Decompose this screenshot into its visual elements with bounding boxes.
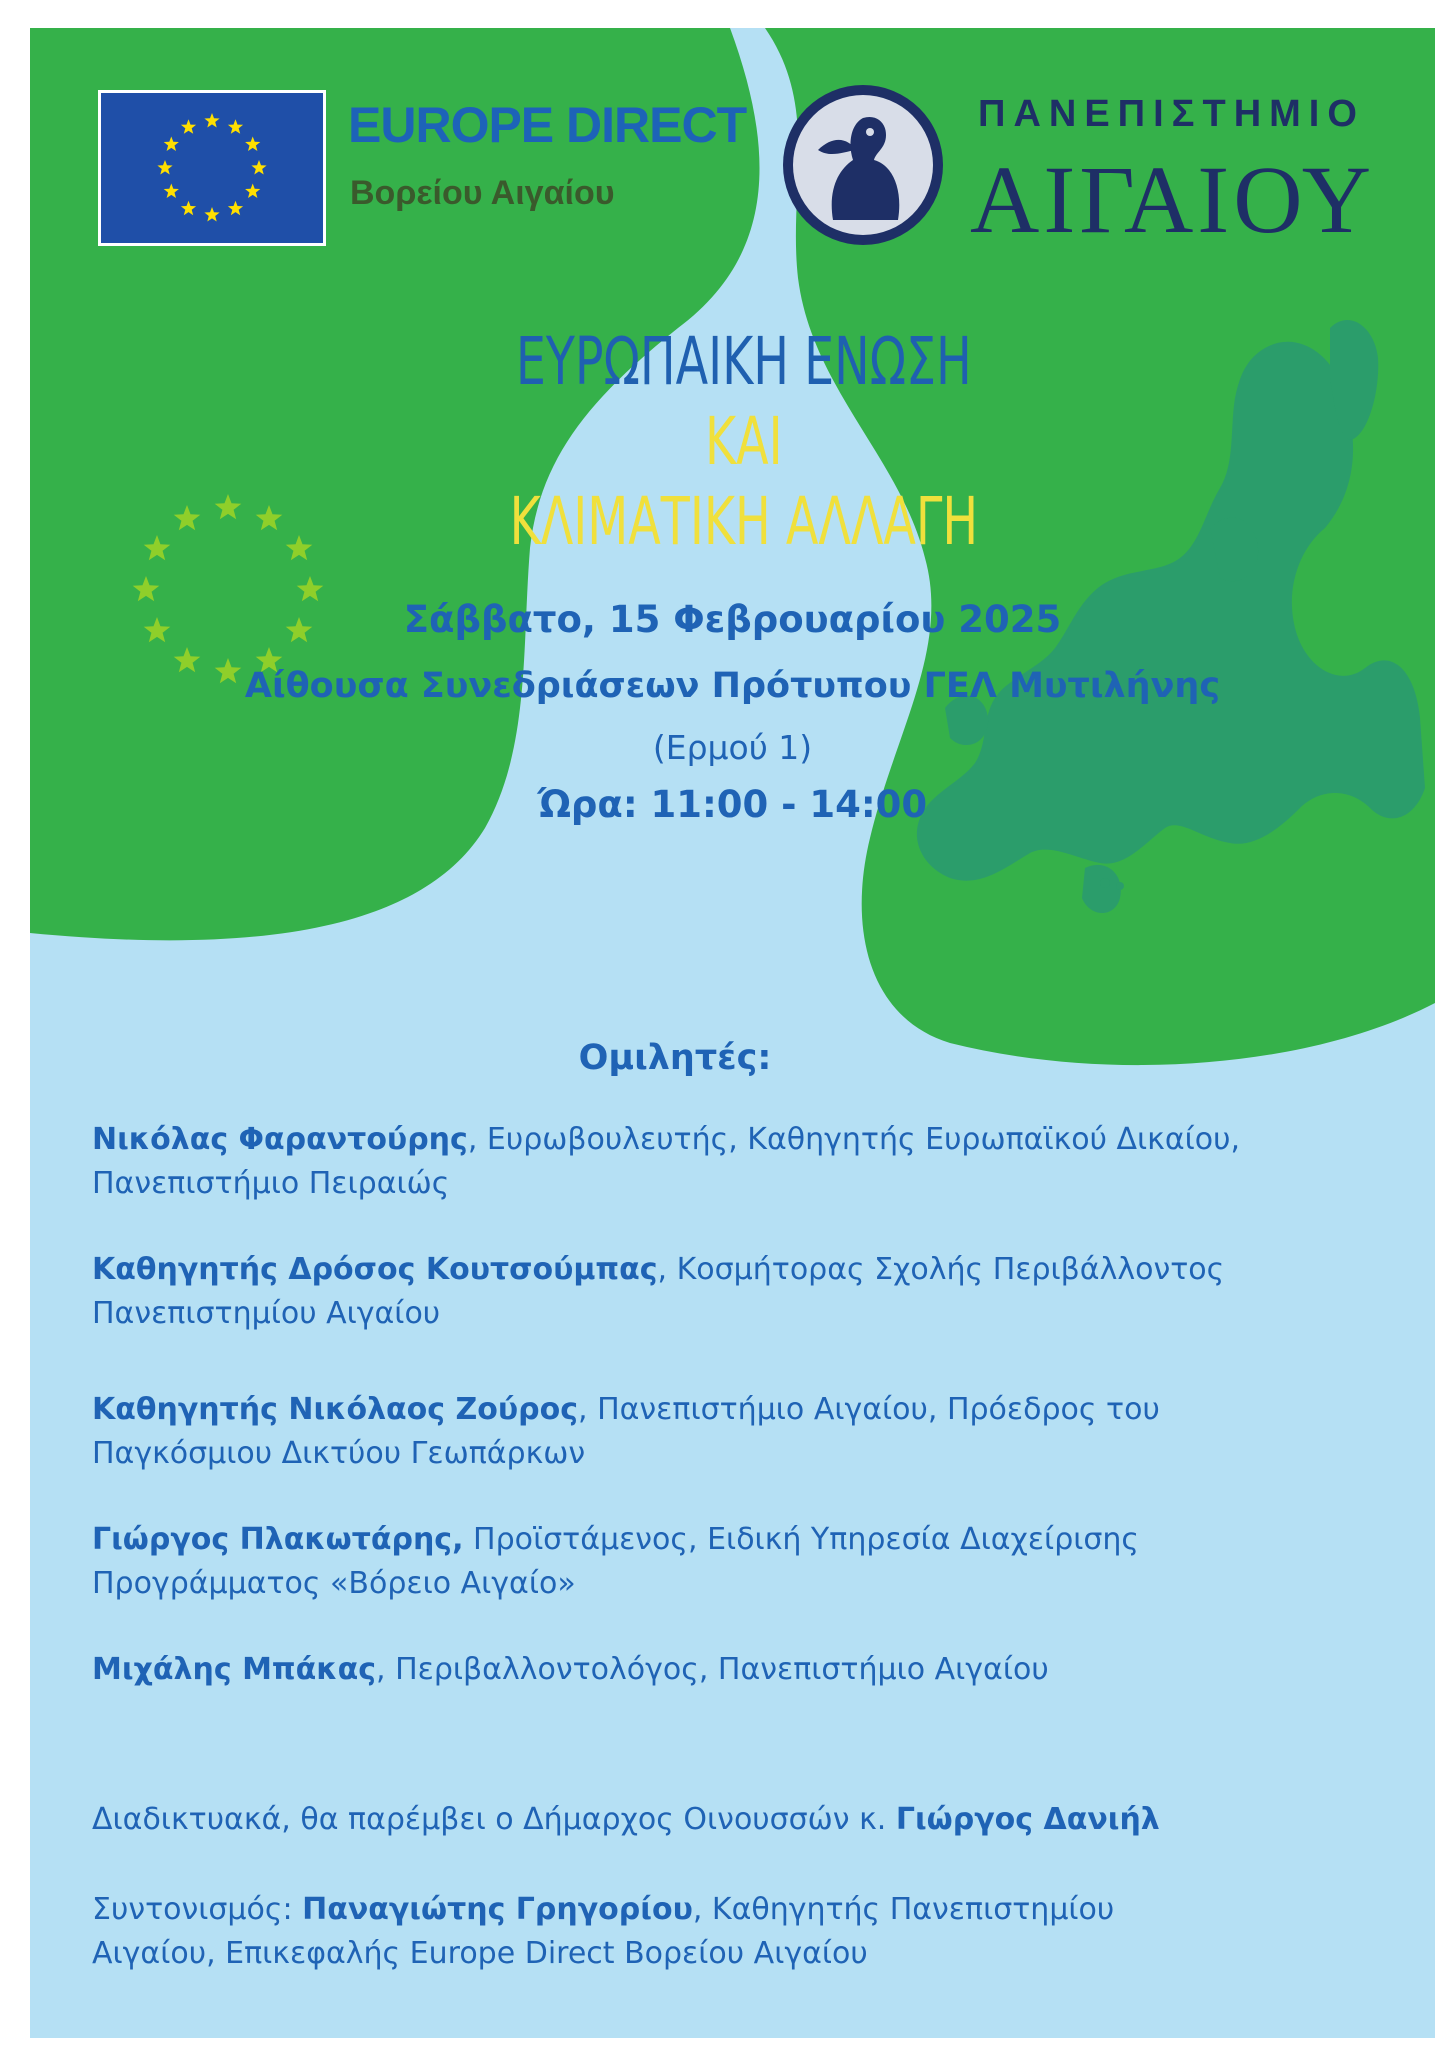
europe-direct-title: EUROPE DIRECT xyxy=(348,97,747,153)
speaker-entry xyxy=(92,1648,1392,1692)
speaker-name: Νικόλας Φαραντούρης xyxy=(92,1122,468,1157)
coordination-label: Συντονισμός: xyxy=(92,1892,303,1927)
coordinator-role: , Καθηγητής Πανεπιστημίου xyxy=(692,1892,1115,1927)
speaker-name: Καθηγητής Νικόλαος Ζούρος xyxy=(92,1392,578,1427)
speaker-role: Προϊστάμενος, Ειδική Υπηρεσία Διαχείρισης xyxy=(473,1522,1140,1557)
sphinx-coin-logo xyxy=(778,80,948,250)
speaker-entry xyxy=(92,1248,1392,1336)
coordination xyxy=(92,1888,1392,1976)
coordinator-role-cont: Αιγαίου, Επικεφαλής Europe Direct Βορείου Αιγαίου xyxy=(92,1936,868,1971)
speaker-entry xyxy=(92,1518,1392,1606)
title-line-2: ΚΑΙ xyxy=(704,403,783,480)
speaker-name: Μιχάλης Μπάκας xyxy=(92,1652,376,1687)
separator: , xyxy=(657,1252,677,1287)
speaker-role: Κοσμήτορας Σχολής Περιβάλλοντος xyxy=(676,1252,1225,1287)
separator xyxy=(463,1522,473,1557)
speaker-name: Γιώργος Πλακωτάρης, xyxy=(92,1522,464,1557)
event-date: Σάββατο, 15 Φεβρουαρίου 2025 xyxy=(403,598,1062,641)
online-text: Διαδικτυακά, θα παρέμβει ο Δήμαρχος Οινουσσών κ. xyxy=(92,1802,896,1837)
event-time: Ώρα: 11:00 - 14:00 xyxy=(537,783,928,826)
speaker-name: Καθηγητής Δρόσος Κουτσούμπας xyxy=(92,1252,658,1287)
eu-flag-icon xyxy=(98,90,326,246)
event-venue: Αίθουσα Συνεδριάσεων Πρότυπου ΓΕΛ Μυτιλήνης xyxy=(244,666,1221,706)
separator: , xyxy=(375,1652,396,1687)
speaker-entry xyxy=(92,1388,1392,1476)
title-line-1: ΕΥΡΩΠΑΙΚΗ ΕΝΩΣΗ xyxy=(515,323,972,400)
separator: , xyxy=(578,1392,598,1427)
speaker-role-cont: Προγράμματος «Βόρειο Αιγαίο» xyxy=(92,1566,576,1601)
speaker-role-cont: Παγκόσμιου Δικτύου Γεωπάρκων xyxy=(92,1436,586,1471)
europe-direct-region: Βορείου Αιγαίου xyxy=(350,174,615,212)
event-address: (Ερμού 1) xyxy=(652,728,813,767)
title-line-3: ΚΛΙΜΑΤΙΚΗ ΑΛΛΑΓΗ xyxy=(509,483,979,560)
university-label-main: ΑΙΓΑΙΟΥ xyxy=(970,146,1376,253)
online-name: Γιώργος Δανιήλ xyxy=(895,1802,1160,1837)
event-poster xyxy=(30,28,1435,2038)
speaker-role-cont: Πανεπιστήμιο Πειραιώς xyxy=(92,1166,450,1201)
separator: , xyxy=(467,1122,487,1157)
online-participant xyxy=(92,1798,1392,1842)
speakers-heading: Ομιλητές: xyxy=(578,1038,772,1078)
speaker-role: Περιβαλλοντολόγος, Πανεπιστήμιο Αιγαίου xyxy=(395,1652,1049,1687)
speaker-role: Ευρωβουλευτής, Καθηγητής Ευρωπαϊκού Δικαίου, xyxy=(486,1122,1241,1157)
speaker-entry xyxy=(92,1118,1392,1206)
speaker-role: Πανεπιστήμιο Αιγαίου, Πρόεδρος του xyxy=(597,1392,1160,1427)
coordinator-name: Παναγιώτης Γρηγορίου xyxy=(302,1892,693,1927)
speaker-role-cont: Πανεπιστημίου Αιγαίου xyxy=(92,1296,441,1331)
university-label-top: ΠΑΝΕΠΙΣΤΗΜΙΟ xyxy=(978,93,1365,135)
